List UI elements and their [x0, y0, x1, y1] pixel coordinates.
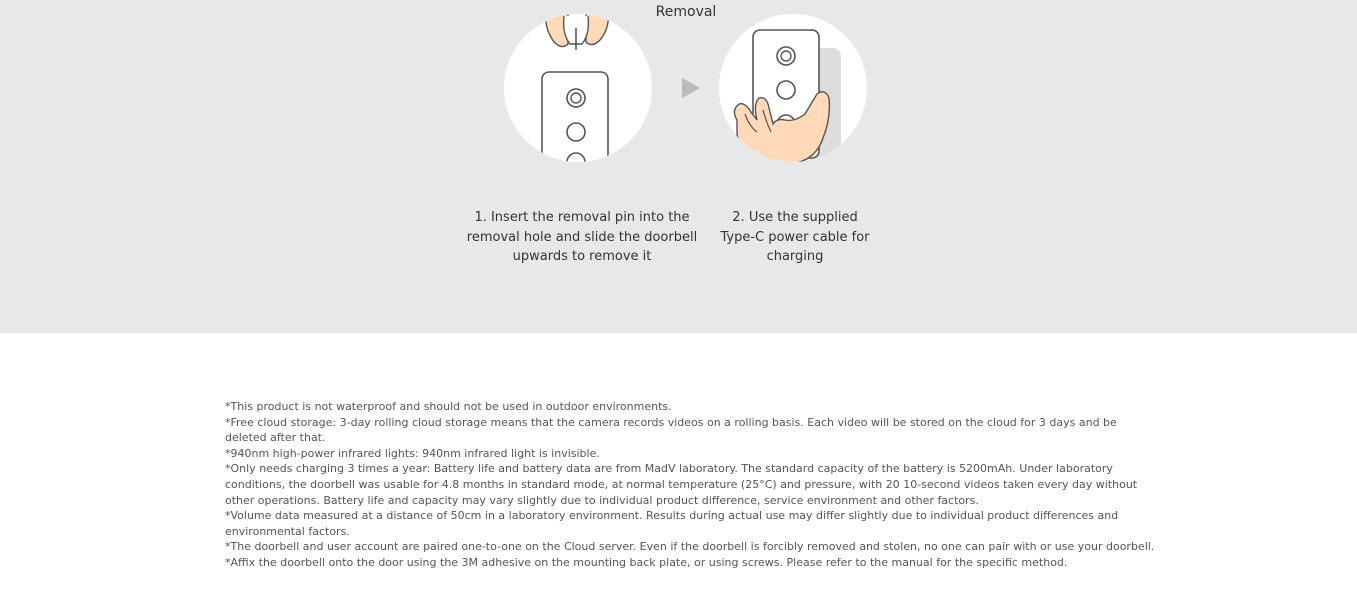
hand-holding-doorbell-illustration — [719, 14, 867, 162]
step-2-caption: 2. Use the supplied Type-C power cable for charging — [720, 210, 870, 264]
play-arrow-icon — [680, 77, 702, 99]
disclaimer-infrared: *940nm high-power infrared lights: 940nm infrared light is invisible. — [225, 446, 600, 460]
section-title: Removal — [655, 4, 717, 20]
disclaimer-cloud-storage: *Free cloud storage: 3-day rolling cloud storage means that the camera records videos on a rolling basis. Each video will be stored on the cloud for 3 days and be deleted after that. — [225, 415, 1117, 445]
disclaimer-volume: *Volume data measured at a distance of 50cm in a laboratory environment. Results during actual use may differ slightly due to individual product differences and environmental factors. — [225, 509, 1119, 538]
disclaimer-battery: *Only needs charging 3 times a year: Battery life and battery data are from MadV laboratory. The standard capacity of the battery is 5200mAh. Under laboratory conditions, the doorbell was usable for 4.8 months in standard mode, at normal temperature (25°C) and pressure, with 20 10-second videos taken every day without other operations. Battery life and capacity may vary slightly due to individual product difference, service environment and other factors. — [225, 462, 1138, 507]
disclaimer-list — [225, 399, 1155, 571]
removal-pin-illustration — [504, 14, 652, 162]
disclaimer-mounting: *Affix the doorbell onto the door using the 3M adhesive on the mounting back plate, or using screws. Please refer to the manual for the specific method. — [225, 555, 1068, 569]
step-1-caption: 1. Insert the removal pin into the removal hole and slide the doorbell upwards to remove it — [466, 210, 698, 264]
disclaimer-waterproof: *This product is not waterproof and should not be used in outdoor environments. — [225, 400, 672, 413]
disclaimer-pairing: *The doorbell and user account are paired one-to-one on the Cloud server. Even if the doorbell is forcibly removed and stolen, no one can pair with or use your doorbell. — [225, 540, 1155, 554]
